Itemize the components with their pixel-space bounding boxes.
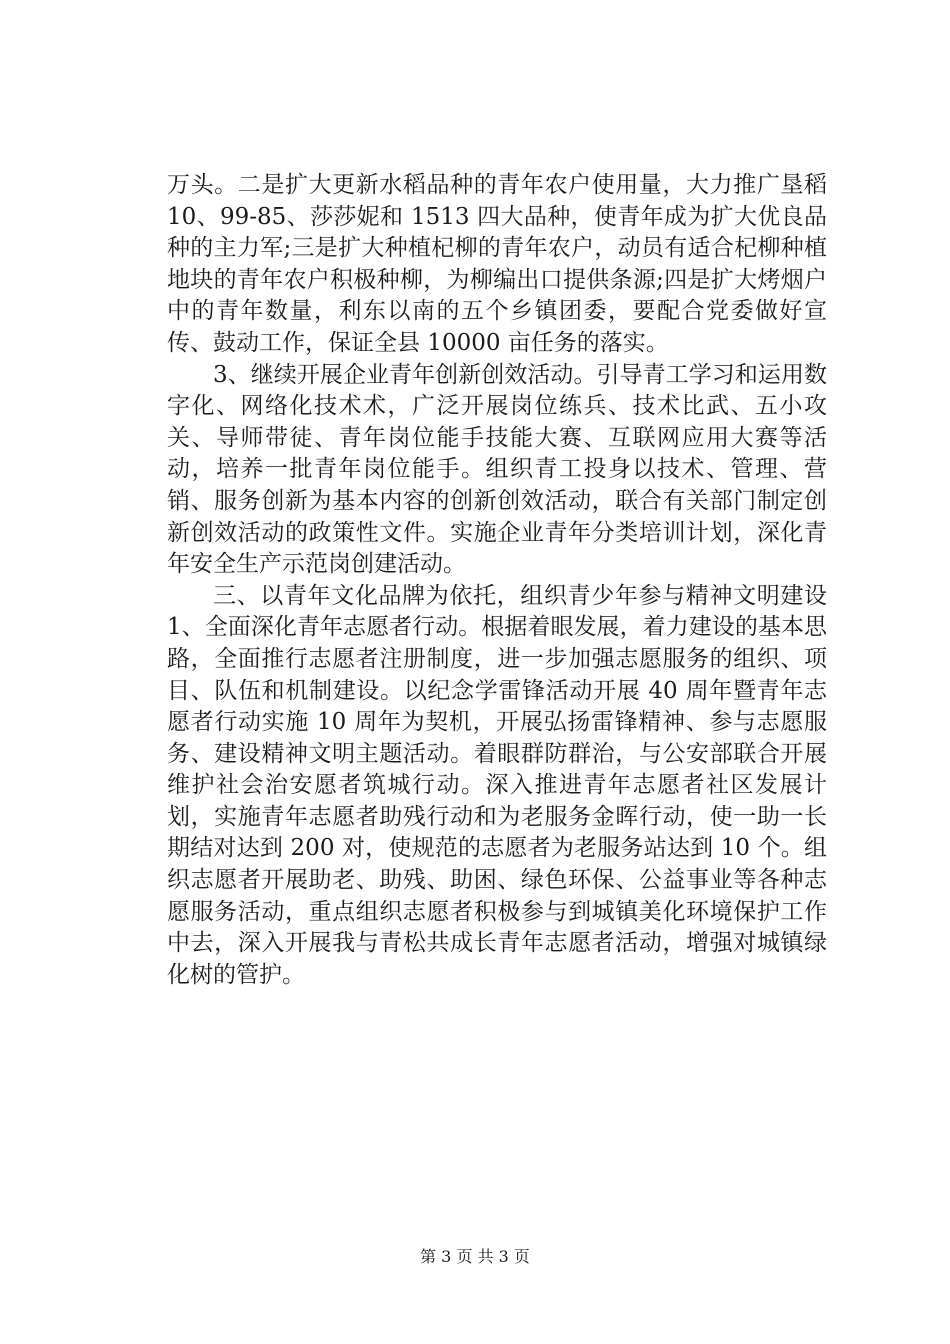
document-body bbox=[167, 170, 827, 991]
paragraph-1: 万头。二是扩大更新水稻品种的青年农户使用量，大力推广垦稻 10、99-85、莎莎妮和 1513 四大品种，使青年成为扩大优良品种的主力军;三是扩大种植杞柳的青年农户，动员有适合杞柳种植地块的青年农户积极种柳，为柳编出口提供条源;四是扩大烤烟户中的青年数量，利东以南的五个乡镇团委，要配合党委做好宣传、鼓动工作，保证全县 10000 亩任务的落实。 bbox=[167, 172, 827, 356]
paragraph-3: 三、以青年文化品牌为依托，组织青少年参与精神文明建设 1、全面深化青年志愿者行动。根据着眼发展，着力建设的基本思路，全面推行志愿者注册制度，进一步加强志愿服务的组织、项目、队伍和机制建设。以纪念学雷锋活动开展 40 周年暨青年志愿者行动实施 10 周年为契机，开展弘扬雷锋精神、参与志愿服务、建设精神文明主题活动。着眼群防群治，与公安部联合开展维护社会治安愿者筑城行动。深入推进青年志愿者社区发展计划，实施青年志愿者助残行动和为老服务金晖行动，使一助一长期结对达到 200 对，使规范的志愿者为老服务站达到 10 个。组织志愿者开展助老、助残、助困、绿色环保、公益事业等各种志愿服务活动，重点组织志愿者积极参与到城镇美化环境保护工作中去，深入开展我与青松共成长青年志愿者活动，增强对城镇绿化树的管护。 bbox=[167, 582, 827, 988]
paragraph-2: 3、继续开展企业青年创新创效活动。引导青工学习和运用数字化、网络化技术术，广泛开展岗位练兵、技术比武、五小攻关、导师带徒、青年岗位能手技能大赛、互联网应用大赛等活动，培养一批青年岗位能手。组织青工投身以技术、管理、营销、服务创新为基本内容的创新创效活动，联合有关部门制定创新创效活动的政策性文件。实施企业青年分类培训计划，深化青年安全生产示范岗创建活动。 bbox=[167, 361, 827, 578]
page-footer: 第 3 页 共 3 页 bbox=[420, 1247, 530, 1266]
